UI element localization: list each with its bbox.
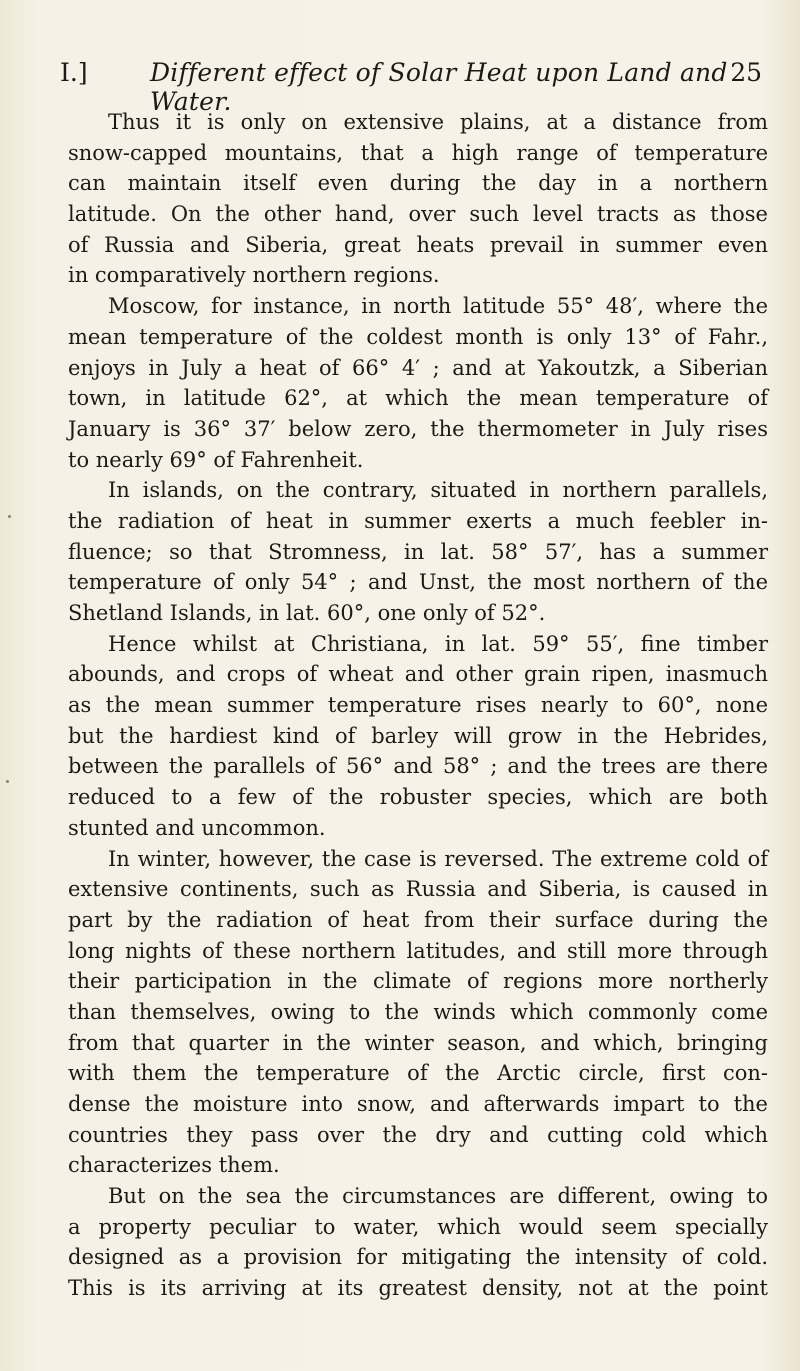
paragraph (68, 107, 768, 291)
paragraph (68, 1181, 768, 1304)
text-line: as the mean summer temperature rises nearly to 60°, none (68, 693, 768, 718)
text-line: but the hardiest kind of barley will grow in the Hebrides, (68, 723, 768, 748)
text-line: town, in latitude 62°, at which the mean temperature of (68, 386, 768, 411)
text-line: dense the moisture into snow, and afterwards impart to the (68, 1092, 768, 1116)
text-line: of Russia and Siberia, great heats prevail in summer even (68, 232, 768, 257)
paragraph (68, 475, 768, 628)
chapter-number: I.] (60, 58, 88, 87)
text-line: snow-capped mountains, that a high range of temperature (68, 140, 768, 165)
text-line: their participation in the climate of regions more northerly (68, 969, 768, 994)
running-title: Different effect of Solar Heat upon Land and Water. (150, 58, 728, 116)
text-line: reduced to a few of the robuster species, which are both (68, 785, 768, 810)
text-line: This is its arriving at its greatest density, not at the point (68, 1276, 768, 1301)
paper-speck (8, 515, 11, 518)
text-line: In winter, however, the case is reversed. The extreme cold of (108, 846, 768, 871)
text-line: than themselves, owing to the winds which commonly come (68, 999, 768, 1024)
paragraph (68, 844, 768, 1182)
text-line: to nearly 69° of Fahrenheit. (68, 447, 364, 472)
text-line: Moscow, for instance, in north latitude 55° 48′, where the (108, 294, 768, 319)
paper-speck (6, 780, 9, 783)
text-line: designed as a provision for mitigating the intensity of cold. (68, 1245, 768, 1270)
text-line: can maintain itself even during the day in a northern (68, 171, 768, 196)
text-line: fluence; so that Stromness, in lat. 58° 57′, has a summer (68, 539, 768, 564)
text-line: from that quarter in the winter season, and which, bringing (68, 1030, 768, 1055)
page-number: 25 (730, 58, 762, 87)
text-line: Shetland Islands, in lat. 60°, one only of 52°. (68, 601, 546, 625)
text-line: latitude. On the other hand, over such level tracts as those (68, 202, 768, 227)
text-line: between the parallels of 56° and 58° ; and the trees are there (68, 754, 768, 779)
paragraph (68, 629, 768, 844)
text-line: Thus it is only on extensive plains, at a distance from (108, 110, 768, 134)
paragraph (68, 291, 768, 475)
text-line: enjoys in July a heat of 66° 4′ ; and at Yakoutzk, a Siberian (68, 355, 768, 380)
text-line: a property peculiar to water, which would seem specially (68, 1214, 768, 1239)
text-line: with them the temperature of the Arctic circle, first con- (68, 1061, 768, 1086)
text-line: long nights of these northern latitudes, and still more through (68, 938, 768, 963)
running-header (60, 58, 762, 116)
text-line: In islands, on the contrary, situated in northern parallels, (108, 478, 768, 503)
text-line: in comparatively northern regions. (68, 263, 440, 288)
text-line: Hence whilst at Christiana, in lat. 59° 55′, fine timber (108, 631, 768, 656)
text-line: extensive continents, such as Russia and Siberia, is caused in (68, 877, 768, 902)
text-line: January is 36° 37′ below zero, the thermometer in July rises (68, 416, 768, 441)
body-text (68, 107, 768, 1304)
text-line: mean temperature of the coldest month is only 13° of Fahr., (68, 324, 768, 349)
text-line: the radiation of heat in summer exerts a much feebler in- (68, 508, 768, 533)
text-line: abounds, and crops of wheat and other grain ripen, inasmuch (68, 662, 768, 687)
text-line: part by the radiation of heat from their surface during the (68, 907, 768, 932)
text-line: But on the sea the circumstances are different, owing to (108, 1184, 768, 1209)
text-line: characterizes them. (68, 1153, 280, 1178)
text-line: stunted and uncommon. (68, 815, 326, 840)
text-line: countries they pass over the dry and cutting cold which (68, 1122, 768, 1147)
text-line: temperature of only 54° ; and Unst, the most northern of the (68, 570, 768, 595)
